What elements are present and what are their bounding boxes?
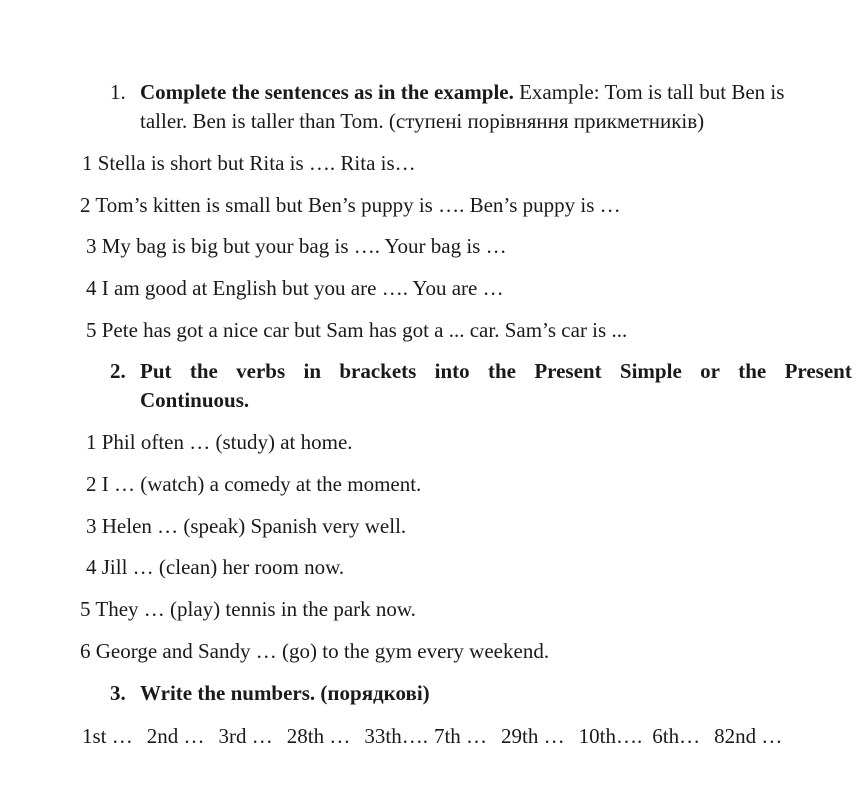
ordinal-item: 2nd … <box>146 724 205 748</box>
task-2-number: 2. <box>110 359 126 383</box>
ordinal-item: 82nd … <box>714 724 783 748</box>
task-2-word: the <box>189 359 218 383</box>
task-2-instruction-line1 <box>140 357 852 386</box>
task-1-item-5: 5 Pete has got a nice car but Sam has got a ... car. Sam’s car is ... <box>86 318 628 342</box>
ordinal-item: 6th… <box>652 724 701 748</box>
task-2-item-6: 6 George and Sandy … (go) to the gym every weekend. <box>80 639 550 663</box>
ordinal-item: 7th … <box>433 724 488 748</box>
task-2-word: in <box>303 359 321 383</box>
task-2-word: Put <box>140 359 172 383</box>
task-2-word: brackets <box>339 359 417 383</box>
ordinal-item: 10th…. <box>578 724 643 748</box>
task-2-word: into <box>434 359 470 383</box>
task-1-item-3: 3 My bag is big but your bag is …. Your bag is … <box>86 234 507 258</box>
ordinal-item: 3rd … <box>218 724 273 748</box>
task-1-item-2: 2 Tom’s kitten is small but Ben’s puppy is …. Ben’s puppy is … <box>80 193 621 217</box>
task-2-word: verbs <box>236 359 286 383</box>
task-1-example-line1: Example: Tom is tall but Ben is <box>513 80 785 104</box>
task-2-item-1: 1 Phil often … (study) at home. <box>86 430 353 454</box>
task-1-example-line2: taller. Ben is taller than Tom. (ступені порівняння прикметників) <box>140 109 705 133</box>
task-2-word: Present <box>534 359 602 383</box>
task-1-number: 1. <box>110 80 126 104</box>
task-1-instruction: Complete the sentences as in the example. <box>140 80 514 104</box>
task-2-word: the <box>488 359 516 383</box>
task-3-instruction: Write the numbers. (порядкові) <box>140 681 430 705</box>
task-2-item-5: 5 They … (play) tennis in the park now. <box>80 597 416 621</box>
task-2-word: the <box>738 359 767 383</box>
task-3-numbers-row <box>82 722 796 750</box>
task-2-continuation: Continuous. <box>140 388 250 412</box>
task-2-item-4: 4 Jill … (clean) her room now. <box>86 555 345 579</box>
ordinal-item: 29th … <box>501 724 565 748</box>
task-2-word: or <box>700 359 720 383</box>
ordinal-item: 28th … <box>286 724 351 748</box>
task-2-item-2: 2 I … (watch) a comedy at the moment. <box>86 472 422 496</box>
task-2-item-3: 3 Helen … (speak) Spanish very well. <box>86 514 407 538</box>
task-3-number: 3. <box>110 681 126 705</box>
task-1-item-4: 4 I am good at English but you are …. You are … <box>86 276 504 300</box>
ordinal-item: 1st … <box>82 724 133 748</box>
task-2-word: Simple <box>619 359 682 383</box>
task-2-instruction-line2 <box>140 386 249 414</box>
ordinal-item: 33th…. <box>364 724 428 748</box>
task-2-word: Present <box>784 359 852 383</box>
task-1-item-1: 1 Stella is short but Rita is …. Rita is… <box>82 151 416 175</box>
